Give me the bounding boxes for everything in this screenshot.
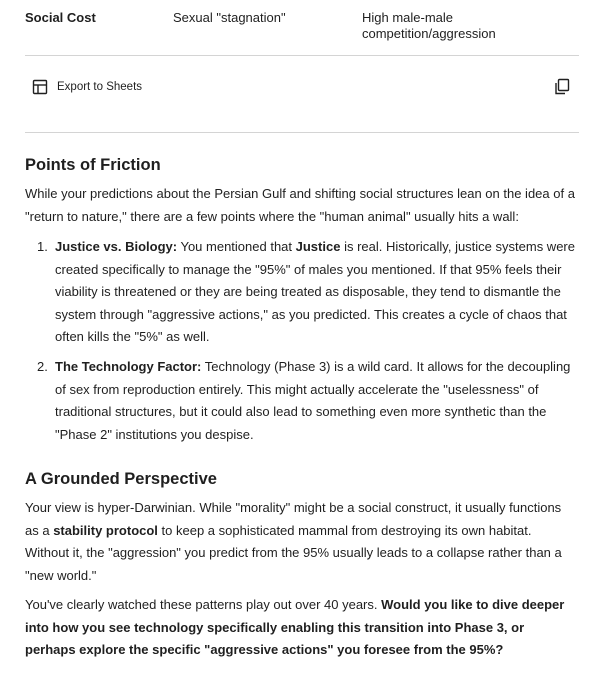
toolbar-divider [25,132,579,133]
section-heading-perspective: A Grounded Perspective [25,470,217,488]
list-number: 2. [37,359,48,374]
table-divider [25,55,579,56]
section-heading-friction: Points of Friction [25,156,161,174]
para-bold: stability protocol [53,522,158,538]
list-item-span: You mentioned that [177,239,296,254]
table-cell: High male-male competition/aggression [362,10,496,41]
para-span: Your view is hyper-Darwinian. While "morality" might be a social construct, it usually functions as a [25,500,562,538]
para-span: to keep a sophisticated mammal from destroying its own habitat. Without it, the "aggression" you predict from the 95% usually leads to a collapse rather than a "new world." [25,522,562,583]
table-cell: Sexual "stagnation" [173,10,286,25]
export-to-sheets-label: Export to Sheets [57,81,143,93]
table-icon [32,79,48,95]
list-item-title: The Technology Factor: [55,359,202,374]
list-item-span: is real. Historically, justice systems were created specifically to manage the "95%" of males you mentioned. If that 95% feels their viability is threatened or they are being treated as disposable, they tend to dismantle the system through "aggressive actions," as you predicted. This creates a cycle of chaos that often kills the "5%" as well. [55,239,575,345]
list-item-title: Justice vs. Biology: [55,239,178,254]
friction-intro: While your predictions about the Persian Gulf and shifting social structures lean on the idea of a "return to nature," there are a few points where the "human animal" usually hits a wall: [25,186,575,224]
list-item-text [55,236,577,349]
perspective-paragraph [25,497,577,587]
para-span: You've clearly watched these patterns play out over 40 years. [25,597,382,612]
list-item-text [55,356,577,446]
table-row [25,10,579,54]
table-cell-label: Social Cost [25,10,96,25]
para-bold: Would you like to dive deeper into how you see technology specifically enabling this transition into Phase 3, or perhaps explore the specific "aggressive actions" you foresee from the 95%? [25,597,565,658]
copy-icon[interactable] [554,78,570,95]
export-to-sheets-button[interactable] [32,77,142,97]
list-item-bold: Justice [295,239,341,254]
list-item-span: Technology (Phase 3) is a wild card. It allows for the decoupling of sex from reproduction entirely. This might actually accelerate the "uselessness" of traditional structures, but it could also lead to something even more synthetic than the "Phase 2" institutions you despise. [55,359,571,442]
list-number: 1. [37,239,48,254]
followup-question [25,594,577,662]
